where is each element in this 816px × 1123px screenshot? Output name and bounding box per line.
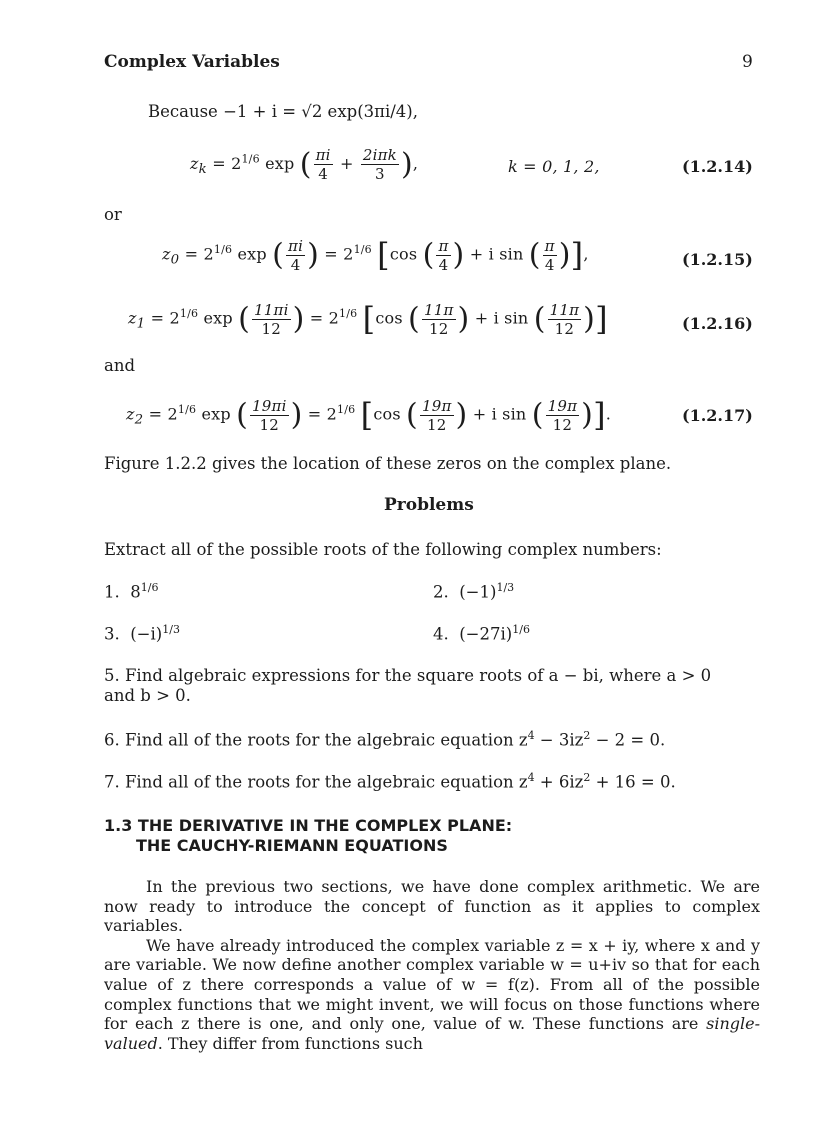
body-text bbox=[104, 877, 760, 1053]
problem-5-line-2: and b > 0. bbox=[104, 686, 191, 705]
problem-7: 7. Find all of the roots for the algebraic equation $z^4 + 6iz^2 + 16 = 0$. bbox=[104, 771, 676, 792]
paragraph-1: In the previous two sections, we have done complex arithmetic. We are now ready to introduce the concept of function as it applies to complex variables. bbox=[104, 877, 760, 936]
equation-1-2-17: $z_2 = 2^{1/6}$ exp ( $\frac{19\pi i}{12}$ ) = $2^{1/6}$ [cos ( $\frac{19\pi}{12}$ ) + i sin ( $\frac{19\pi}{12}$ )]. bbox=[126, 396, 612, 434]
equation-1-2-14: $z_k = 2^{1/6}$ exp ( $\frac{\pi i}{4}$ + $\frac{\text{2iπk}}{3}$ ), bbox=[190, 146, 419, 183]
problem-4: 4. $(-27i)^{1/6}$ bbox=[433, 623, 530, 644]
section-heading-line-1: 1.3 THE DERIVATIVE IN THE COMPLEX PLANE: bbox=[104, 816, 513, 835]
figure-reference: Figure 1.2.2 gives the location of these zeros on the complex plane. bbox=[104, 454, 672, 473]
equation-number-1-2-15: (1.2.15) bbox=[682, 250, 753, 269]
problem-1: 1. $8^{1/6}$ bbox=[104, 581, 159, 602]
connector-or: or bbox=[104, 205, 122, 224]
paragraph-2: We have already introduced the complex variable z = x + iy, where x and y are variable. We now define another complex variable w = u+iv so that for each value of z there corresponds a value of w = f(z). From all of the possible complex functions that we might invent, we will focus on those functions where for each z there is one, and only one, value of w. These functions are single-valued. They differ from functions such bbox=[104, 935, 760, 1053]
section-heading-line-2: THE CAUCHY-RIEMANN EQUATIONS bbox=[136, 836, 448, 855]
problem-6: 6. Find all of the roots for the algebraic equation $z^4 - 3iz^2 - 2 = 0$. bbox=[104, 729, 666, 750]
equation-1-2-14-condition: k = 0, 1, 2, bbox=[508, 157, 600, 176]
problem-2: 2. $(-1)^{1/3}$ bbox=[433, 581, 515, 602]
equation-1-2-15: $z_0 = 2^{1/6}$ exp ( $\frac{\pi i}{4}$ ) = $2^{1/6}$ [cos ( $\frac{\pi}{4}$ ) + i sin ( $\frac{\pi}{4}$ )], bbox=[162, 236, 589, 274]
page-number: 9 bbox=[742, 52, 753, 72]
intro-line: Because −1 + i = √2 exp(3πi/4), bbox=[148, 102, 418, 121]
equation-1-2-16: $z_1 = 2^{1/6}$ exp ( $\frac{11\pi i}{12}$ ) = $2^{1/6}$ [cos ( $\frac{11\pi}{12}$ ) + i sin ( $\frac{11\pi}{12}$ )] bbox=[128, 300, 608, 338]
equation-number-1-2-16: (1.2.16) bbox=[682, 314, 753, 333]
problem-3: 3. $(-i)^{1/3}$ bbox=[104, 623, 180, 644]
connector-and: and bbox=[104, 356, 136, 375]
equation-number-1-2-17: (1.2.17) bbox=[682, 406, 753, 425]
problems-heading: Problems bbox=[384, 495, 474, 515]
problems-intro: Extract all of the possible roots of the following complex numbers: bbox=[104, 540, 662, 559]
problem-5-line-1: 5. Find algebraic expressions for the square roots of a − bi, where a > 0 bbox=[104, 666, 712, 685]
equation-number-1-2-14: (1.2.14) bbox=[682, 157, 753, 176]
running-header-title: Complex Variables bbox=[104, 52, 280, 72]
